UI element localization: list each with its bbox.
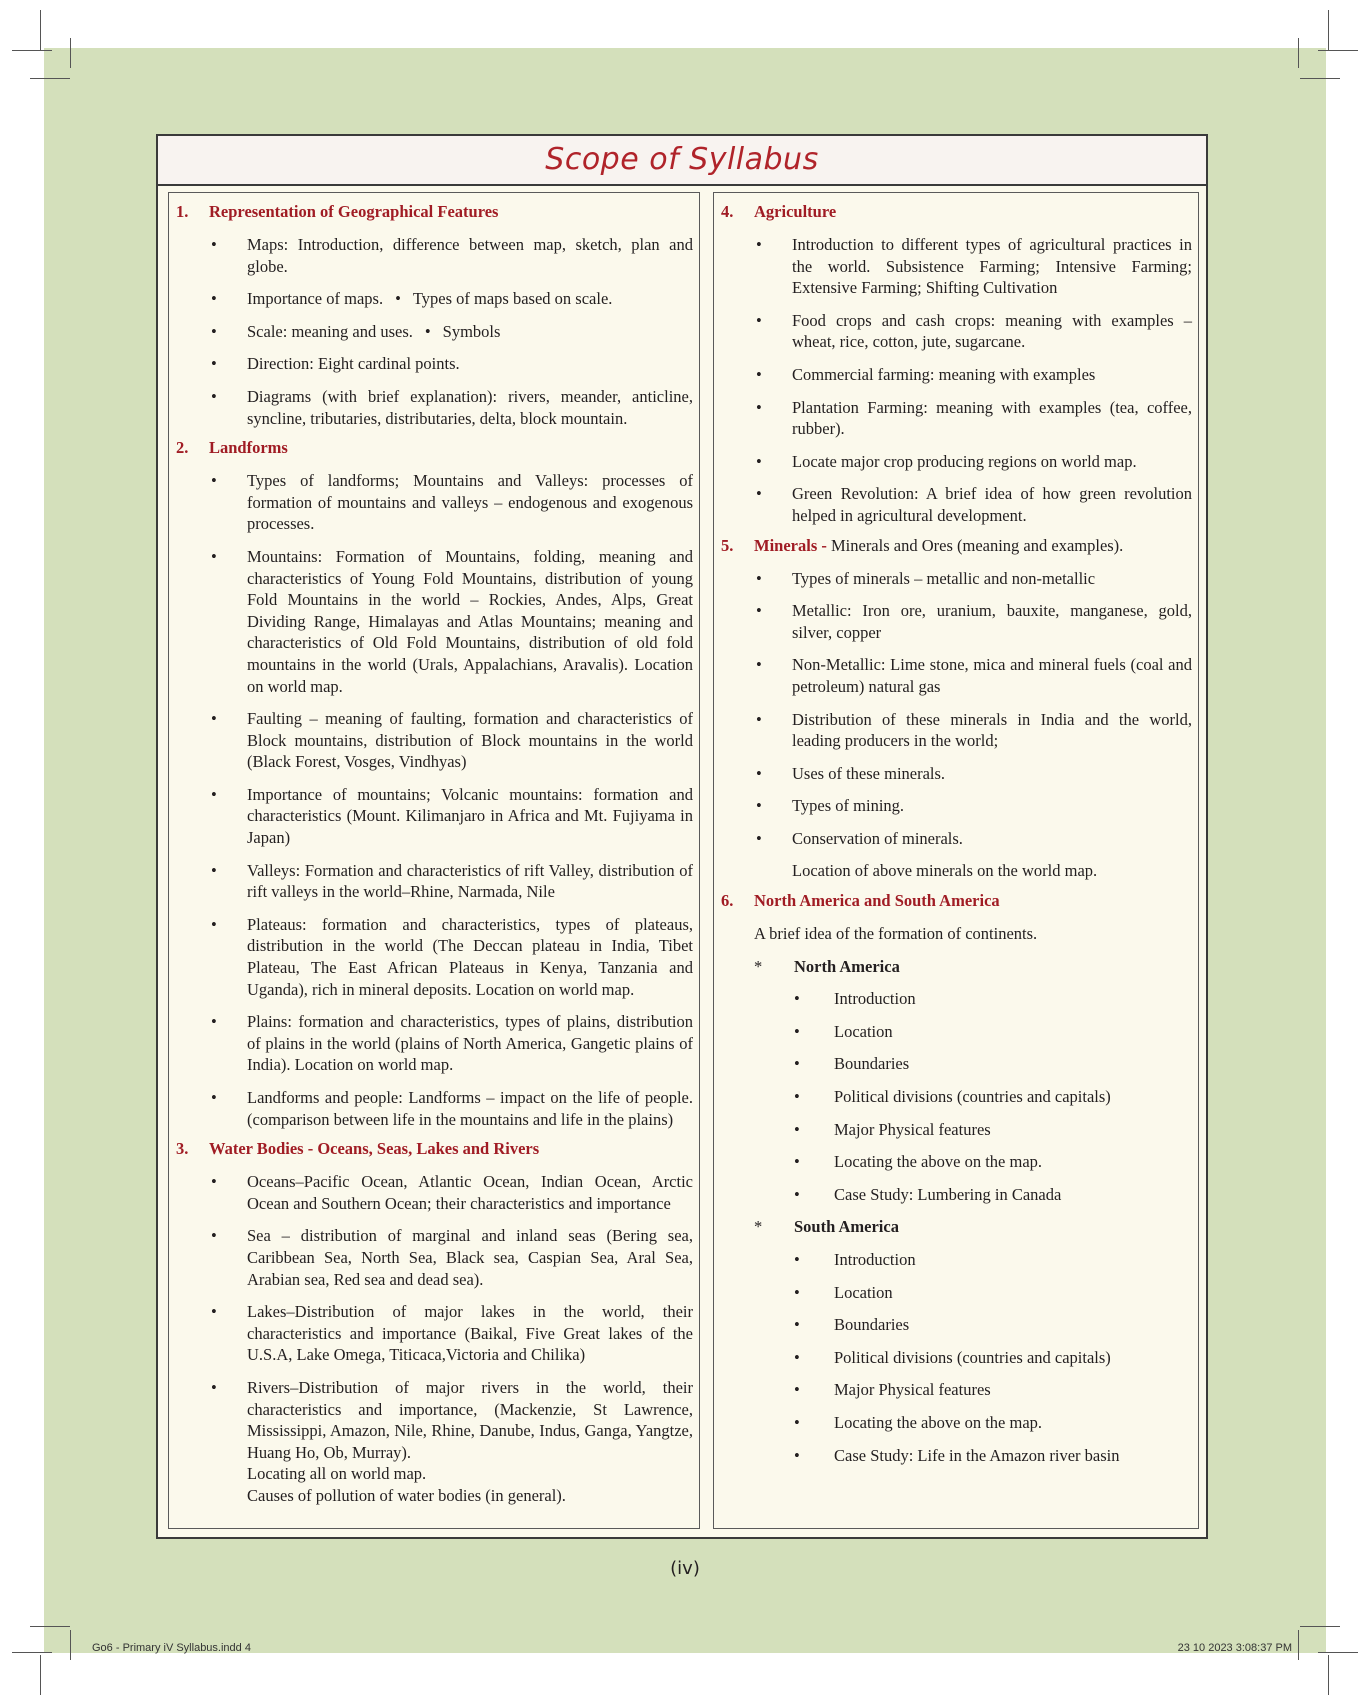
list-item-text: Causes of pollution of water bodies (in general). — [247, 1485, 566, 1505]
crop-mark — [12, 1652, 52, 1653]
list-item: • Types of minerals – metallic and non-metallic — [714, 568, 1198, 590]
list-item: • Importance of maps. — [247, 289, 384, 309]
right-column — [713, 192, 1199, 1529]
section-number: 6. — [721, 891, 734, 911]
section-title: North America and South America — [754, 891, 1000, 911]
section-title: Minerals - — [754, 535, 827, 555]
crop-mark — [40, 1655, 41, 1695]
subsection-title: * South America — [714, 1216, 1198, 1238]
list-item: • Introduction to different types of agricultural practices in the world. Subsistence Farming; Intensive Farming; Extensive Farming; Shifting Cultivation — [714, 234, 1198, 299]
list-item — [169, 1377, 699, 1507]
list-item: • Introduction — [714, 988, 1198, 1010]
list-item: • Plateaus: formation and characteristics, types of plateaus, distribution in the world (The Deccan plateau in India, Tibet Plateau, The East African Plateaus in Kenya, Tanzania and Uganda), rich in mineral deposits. Location on world map. — [169, 914, 699, 1000]
section-title: Representation of Geographical Features — [209, 202, 499, 221]
section-number: 4. — [721, 202, 734, 221]
crop-mark — [70, 38, 71, 68]
bullet-list — [169, 234, 699, 429]
list-item: • Food crops and cash crops: meaning with examples – wheat, rice, cotton, jute, sugarcane. — [714, 310, 1198, 353]
list-item: • Types of landforms; Mountains and Valleys: processes of formation of mountains and valleys – endogenous and exogenous processes. — [169, 470, 699, 535]
list-item: • Introduction — [714, 1249, 1198, 1271]
list-item: • Mountains: Formation of Mountains, folding, meaning and characteristics of Young Fold Mountains, distribution of young Fold Mountains in the world – Rockies, Andes, Alps, Great Dividing Range, Himalayas and Atlas Mountains; meaning and characteristics of Old Fold Mountains, distribution of old fold mountains in the world (Urals, Appalachians, Aravalis). Location on world map. — [169, 546, 699, 697]
list-item: • Case Study: Lumbering in Canada — [714, 1184, 1198, 1206]
title-bar — [158, 136, 1206, 186]
list-item: • Locating the above on the map. — [714, 1412, 1198, 1434]
list-item: • Locating the above on the map. — [714, 1151, 1198, 1173]
sub-list — [714, 1249, 1198, 1466]
list-item: • Boundaries — [714, 1053, 1198, 1075]
page-title: Scope of Syllabus — [545, 142, 819, 177]
date-slug: 23 10 2023 3:08:37 PM — [1177, 1642, 1292, 1654]
list-item: • Scale: meaning and uses. — [247, 321, 413, 341]
list-item: Types of maps based on scale. — [412, 289, 613, 309]
bullet-icon: • — [395, 289, 401, 309]
list-item: • Faulting – meaning of faulting, formation and characteristics of Block mountains, distribution of Block mountains in the world (Black Forest, Vosges, Vindhyas) — [169, 708, 699, 773]
section-number: 5. — [721, 535, 734, 555]
section-heading — [169, 1138, 699, 1160]
list-item-text: Locating all on world map. — [247, 1464, 427, 1484]
crop-mark — [30, 1626, 70, 1627]
sub-list — [714, 988, 1198, 1205]
section-title-rest: Minerals and Ores (meaning and examples). — [826, 535, 1124, 555]
section-intro: A brief idea of the formation of continents. — [754, 924, 1038, 944]
list-item: • Locate major crop producing regions on world map. — [714, 451, 1198, 473]
crop-mark — [30, 78, 70, 79]
page-number: (iv) — [670, 1558, 700, 1579]
section-title-wrap — [754, 535, 1198, 557]
bullet-icon: • — [424, 321, 431, 341]
list-item: • Conservation of minerals. — [714, 828, 1198, 850]
list-item-pair — [169, 288, 699, 310]
crop-mark — [1298, 1630, 1299, 1660]
section-number: 3. — [176, 1139, 189, 1159]
list-item: • Lakes–Distribution of major lakes in the world, their characteristics and importance (Baikal, Five Great lakes of the U.S.A, Lake Omega, Titicaca,Victoria and Chilika) — [169, 1301, 699, 1366]
list-item: • Metallic: Iron ore, uranium, bauxite, manganese, gold, silver, copper — [714, 600, 1198, 643]
crop-mark — [1298, 38, 1299, 68]
list-item: • Boundaries — [714, 1314, 1198, 1336]
section-heading — [714, 890, 1198, 912]
list-item: • Oceans–Pacific Ocean, Atlantic Ocean, Indian Ocean, Arctic Ocean and Southern Ocean; their characteristics and importance — [169, 1171, 699, 1214]
list-item: • Major Physical features — [714, 1379, 1198, 1401]
syllabus-frame — [156, 134, 1208, 1539]
list-item: • Major Physical features — [714, 1119, 1198, 1141]
list-item: • Valleys: Formation and characteristics of rift Valley, distribution of rift valleys in the world–Rhine, Narmada, Nile — [169, 860, 699, 903]
section-title: Water Bodies - Oceans, Seas, Lakes and Rivers — [209, 1139, 540, 1159]
list-item: • Plantation Farming: meaning with examples (tea, coffee, rubber). — [714, 397, 1198, 440]
list-item: Symbols — [442, 321, 501, 341]
list-item: • Green Revolution: A brief idea of how green revolution helped in agricultural development. — [714, 483, 1198, 526]
list-item: • Sea – distribution of marginal and inland seas (Bering sea, Caribbean Sea, North Sea, Black sea, Caspian Sea, Aral Sea, Arabian sea, Red sea and dead sea). — [169, 1225, 699, 1290]
section-number: 2. — [176, 438, 189, 458]
list-item: • Location — [714, 1282, 1198, 1304]
section-heading — [169, 437, 699, 459]
left-column — [168, 192, 700, 1529]
file-slug: Go6 - Primary iV Syllabus.indd 4 — [92, 1642, 251, 1654]
crop-mark — [1318, 1652, 1358, 1653]
crop-mark — [1300, 78, 1340, 79]
list-item: • Plains: formation and characteristics, types of plains, distribution of plains in the world (plains of North America, Gangetic plains of India). Location on world map. — [169, 1011, 699, 1076]
section-title: Agriculture — [754, 202, 837, 221]
crop-mark — [1300, 1626, 1340, 1627]
crop-mark — [1328, 1655, 1329, 1695]
list-item: • Diagrams (with brief explanation): rivers, meander, anticline, syncline, tributaries, distributaries, delta, block mountain. — [169, 386, 699, 429]
bullet-list — [169, 470, 699, 1130]
list-item: • Case Study: Life in the Amazon river basin — [714, 1445, 1198, 1467]
list-item: • Political divisions (countries and capitals) — [714, 1347, 1198, 1369]
crop-mark — [40, 10, 41, 50]
bullet-list — [714, 234, 1198, 527]
list-item: • Uses of these minerals. — [714, 763, 1198, 785]
list-item-text: Rivers–Distribution of major rivers in the world, their characteristics and importance, (Mackenzie, St Lawrence, Mississippi, Amazon, Nile, Rhine, Danube, Indus, Ganga, Yangtze, Huang Ho, Ob, Murray). — [247, 1377, 693, 1462]
crop-mark — [1328, 10, 1329, 50]
section-heading — [714, 535, 1198, 557]
list-item: • Direction: Eight cardinal points. — [169, 353, 699, 375]
section-title: Landforms — [209, 438, 288, 458]
list-item: • Types of mining. — [714, 795, 1198, 817]
list-item: • Non-Metallic: Lime stone, mica and mineral fuels (coal and petroleum) natural gas — [714, 654, 1198, 697]
section-heading — [169, 201, 699, 223]
list-item: • Maps: Introduction, difference between map, sketch, plan and globe. — [169, 234, 699, 277]
section-number: 1. — [176, 202, 189, 221]
list-item: • Importance of mountains; Volcanic mountains: formation and characteristics (Mount. Kilimanjaro in Africa and Mt. Fujiyama in Japan) — [169, 784, 699, 849]
crop-mark — [1318, 50, 1358, 51]
location-note: Location of above minerals on the world map. — [792, 861, 1098, 881]
list-item: • Landforms and people: Landforms – impact on the life of people. (comparison between life in the mountains and life in the plains) — [169, 1087, 699, 1130]
list-item: • Distribution of these minerals in India and the world, leading producers in the world; — [714, 709, 1198, 752]
list-item: • Political divisions (countries and capitals) — [714, 1086, 1198, 1108]
bullet-list — [714, 568, 1198, 850]
list-item-pair — [169, 321, 699, 343]
section-heading — [714, 201, 1198, 223]
subsection-title: * North America — [714, 956, 1198, 978]
list-item: • Commercial farming: meaning with examples — [714, 364, 1198, 386]
crop-mark — [12, 50, 52, 51]
bullet-list — [169, 1171, 699, 1506]
crop-mark — [70, 1630, 71, 1660]
list-item: • Location — [714, 1021, 1198, 1043]
